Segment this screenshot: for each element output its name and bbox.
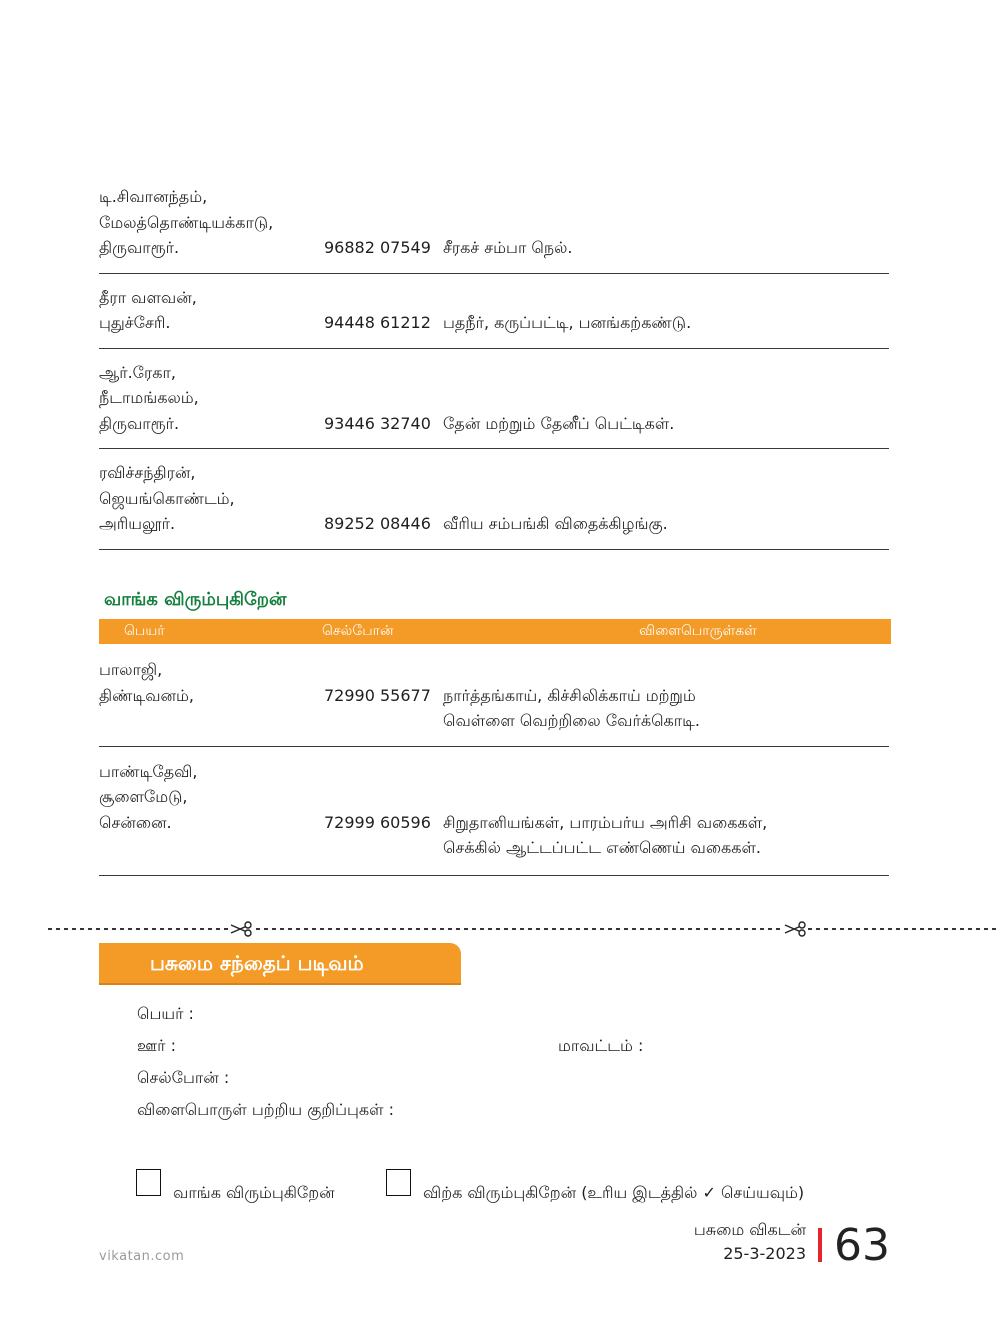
seller-listings bbox=[99, 173, 889, 550]
page-number-divider bbox=[818, 1228, 822, 1262]
column-header-name: பெயர் bbox=[124, 623, 165, 639]
sell-checkbox[interactable] bbox=[386, 1169, 411, 1196]
product-line: செக்கில் ஆட்டப்பட்ட எண்ணெய் வகைகள். bbox=[443, 838, 761, 857]
scissors-icon bbox=[229, 921, 253, 937]
listing-name-address bbox=[99, 285, 324, 336]
table-row bbox=[99, 274, 889, 349]
product-line: சீரகச் சம்பா நெல். bbox=[443, 238, 573, 257]
dashed-cut-line bbox=[48, 928, 1000, 930]
column-header-products: விளைபொருள்கள் bbox=[639, 623, 757, 639]
table-row bbox=[99, 173, 889, 274]
name-line: ஜெயங்கொண்டம், bbox=[99, 488, 235, 508]
table-row bbox=[99, 349, 889, 450]
buy-option-label: வாங்க விரும்புகிறேன் bbox=[173, 1183, 335, 1202]
product-line: வெள்ளை வெற்றிலை வேர்க்கொடி. bbox=[443, 711, 700, 730]
name-line: நீடாமங்கலம், bbox=[99, 388, 199, 407]
name-line: சூளைமேடு, bbox=[99, 787, 188, 806]
product-line: சிறுதானியங்கள், பாரம்பர்ய அரிசி வகைகள், bbox=[443, 812, 768, 832]
form-field-district-label: மாவட்டம் : bbox=[558, 1036, 644, 1055]
listing-name-address bbox=[99, 360, 324, 437]
name-line: தீரா வளவன், bbox=[99, 287, 197, 307]
name-line: ரவிச்சந்திரன், bbox=[99, 463, 196, 482]
name-line: மேலத்தொண்டியக்காடு, bbox=[99, 212, 274, 232]
product-line: வீரிய சம்பங்கி விதைக்கிழங்கு. bbox=[443, 514, 668, 533]
listing-products bbox=[443, 511, 889, 537]
product-line: தேன் மற்றும் தேனீப் பெட்டிகள். bbox=[443, 413, 675, 433]
name-line: புதுச்சேரி. bbox=[99, 313, 171, 332]
page-number: 63 bbox=[834, 1220, 890, 1271]
listing-name-address bbox=[99, 657, 324, 708]
form-field-phone-label: செல்போன் : bbox=[137, 1068, 230, 1087]
listing-phone: 94448 61212 bbox=[324, 313, 431, 332]
listing-products bbox=[443, 810, 889, 861]
listing-phone: 89252 08446 bbox=[324, 514, 431, 533]
name-line: ஆர்.ரேகா, bbox=[99, 362, 176, 382]
name-line: சென்னை. bbox=[99, 812, 172, 832]
form-field-village-label: ஊர் : bbox=[137, 1036, 176, 1055]
issue-date: 25-3-2023 bbox=[723, 1244, 806, 1263]
column-header-phone: செல்போன் bbox=[322, 623, 394, 639]
listing-name-address bbox=[99, 184, 324, 261]
name-line: திண்டிவனம், bbox=[99, 685, 194, 705]
table-header-bar bbox=[99, 619, 891, 644]
name-line: டி.சிவானந்தம், bbox=[99, 187, 208, 206]
listing-name-address bbox=[99, 460, 324, 537]
site-url: vikatan.com bbox=[99, 1249, 185, 1264]
table-row bbox=[99, 449, 889, 550]
name-line: திருவாரூர். bbox=[99, 238, 180, 257]
table-row bbox=[99, 645, 889, 747]
table-row bbox=[99, 747, 889, 876]
listing-name-address bbox=[99, 759, 324, 836]
listing-phone: 93446 32740 bbox=[324, 413, 431, 433]
listing-products bbox=[443, 235, 889, 261]
buy-section-heading: வாங்க விரும்புகிறேன் bbox=[104, 589, 287, 610]
sell-option-label: விற்க விரும்புகிறேன் (உரிய இடத்தில் ✓ செய்யவும்) bbox=[423, 1183, 805, 1202]
name-line: பாண்டிதேவி, bbox=[99, 761, 198, 781]
magazine-name: பசுமை விகடன் bbox=[693, 1220, 806, 1239]
form-field-notes-label: விளைபொருள் பற்றிய குறிப்புகள் : bbox=[137, 1100, 395, 1119]
name-line: அரியலூர். bbox=[99, 514, 176, 533]
name-line: திருவாரூர். bbox=[99, 413, 180, 433]
buyer-listings bbox=[99, 645, 889, 876]
listing-products bbox=[443, 683, 889, 734]
form-title: பசுமை சந்தைப் படிவம் bbox=[150, 951, 364, 975]
listing-phone: 72999 60596 bbox=[324, 812, 431, 832]
product-line: பதநீர், கருப்பட்டி, பனங்கற்கண்டு. bbox=[443, 313, 692, 332]
scissors-icon bbox=[783, 921, 807, 937]
listing-phone: 72990 55677 bbox=[324, 685, 431, 705]
form-title-tab bbox=[99, 943, 461, 983]
listing-products bbox=[443, 411, 889, 437]
name-line: பாலாஜி, bbox=[99, 660, 163, 679]
listing-products bbox=[443, 310, 889, 336]
form-field-name-label: பெயர் : bbox=[137, 1004, 194, 1023]
listing-phone: 96882 07549 bbox=[324, 238, 431, 257]
product-line: நார்த்தங்காய், கிச்சிலிக்காய் மற்றும் bbox=[443, 685, 696, 705]
buy-checkbox[interactable] bbox=[136, 1169, 161, 1196]
